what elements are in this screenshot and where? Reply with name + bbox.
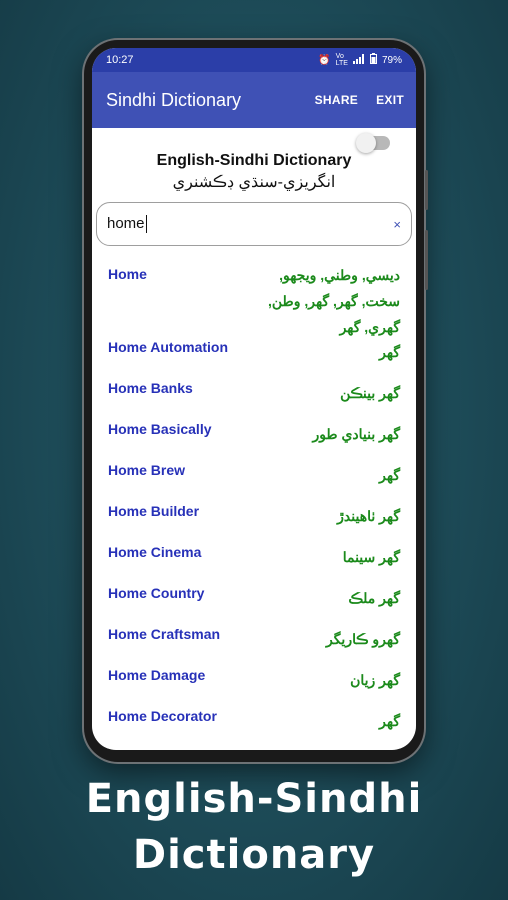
app-bar xyxy=(92,72,416,128)
entry-word: Home Country xyxy=(108,585,205,601)
entry-meaning: گهرو ڪاريگر xyxy=(325,631,400,647)
list-item[interactable] xyxy=(92,366,416,407)
entry-word: Home Brew xyxy=(108,462,186,478)
entry-word: Home Basically xyxy=(108,421,212,437)
entry-word: Home Damage xyxy=(108,667,206,683)
battery-percent: 79% xyxy=(381,54,402,66)
list-item[interactable] xyxy=(92,448,416,489)
list-item[interactable] xyxy=(92,571,416,612)
entry-word: Home xyxy=(108,266,147,282)
entry-meaning: گهر ملڪ xyxy=(348,590,400,606)
entry-meaning: گهر زيان xyxy=(350,672,400,688)
title-sindhi: انگريزي-سنڌي ڊڪشنري xyxy=(172,174,336,191)
signal-icon xyxy=(353,54,365,67)
entry-word: Home Cinema xyxy=(108,544,202,560)
search-input-wrap[interactable] xyxy=(107,215,393,233)
list-item[interactable] xyxy=(92,612,416,653)
entry-meaning: گهر xyxy=(379,467,400,483)
dictionary-header xyxy=(92,128,416,202)
list-item[interactable] xyxy=(92,653,416,694)
status-icons xyxy=(318,53,402,67)
promo-caption-line1: English-Sindhi xyxy=(85,776,423,822)
promo-caption-line2: Dictionary xyxy=(132,832,376,878)
language-toggle[interactable] xyxy=(358,136,390,150)
status-bar xyxy=(92,48,416,72)
entry-meaning: گهر ٺاهيندڙ xyxy=(337,508,400,524)
list-item[interactable] xyxy=(92,489,416,530)
entry-meaning: ديسي, وطني, ويجهو, سخت, گهر, گهر, وطن, گهري, گهر xyxy=(268,267,400,335)
share-button[interactable]: SHARE xyxy=(314,93,359,107)
app-actions xyxy=(315,93,404,107)
entry-word: Home Builder xyxy=(108,503,200,519)
entry-word: Home Banks xyxy=(108,380,193,396)
clear-icon[interactable]: × xyxy=(393,216,401,232)
title-english: English-Sindhi Dictionary xyxy=(156,152,352,169)
exit-button[interactable]: EXIT xyxy=(376,93,404,107)
entry-meaning: گهر xyxy=(379,344,400,360)
entry-meaning: گهر بنيادي طور xyxy=(312,426,400,442)
entry-word: Home Craftsman xyxy=(108,626,221,642)
status-time: 10:27 xyxy=(106,54,134,66)
list-item[interactable] xyxy=(92,530,416,571)
entry-word: Home Decorator xyxy=(108,708,217,724)
power-button xyxy=(425,230,428,290)
volte-icon: Vo LTE xyxy=(335,53,348,67)
volume-button xyxy=(425,170,428,210)
search-field[interactable] xyxy=(96,202,412,246)
search-input[interactable]: home xyxy=(107,214,145,232)
results-list xyxy=(92,254,416,735)
battery-icon xyxy=(370,53,377,67)
entry-meaning: گهر بينڪن xyxy=(340,385,400,401)
list-item[interactable] xyxy=(92,694,416,735)
toggle-knob[interactable] xyxy=(356,133,376,153)
phone-screen xyxy=(92,48,416,750)
entry-meaning: گهر xyxy=(379,713,400,729)
app-title: Sindhi Dictionary xyxy=(106,89,242,110)
alarm-icon: ⏰ xyxy=(318,54,331,66)
entry-word: Home Automation xyxy=(108,339,229,355)
text-cursor xyxy=(146,215,147,233)
list-item[interactable] xyxy=(92,254,416,335)
list-item[interactable] xyxy=(92,407,416,448)
entry-meaning: گهر سينما xyxy=(342,549,400,565)
